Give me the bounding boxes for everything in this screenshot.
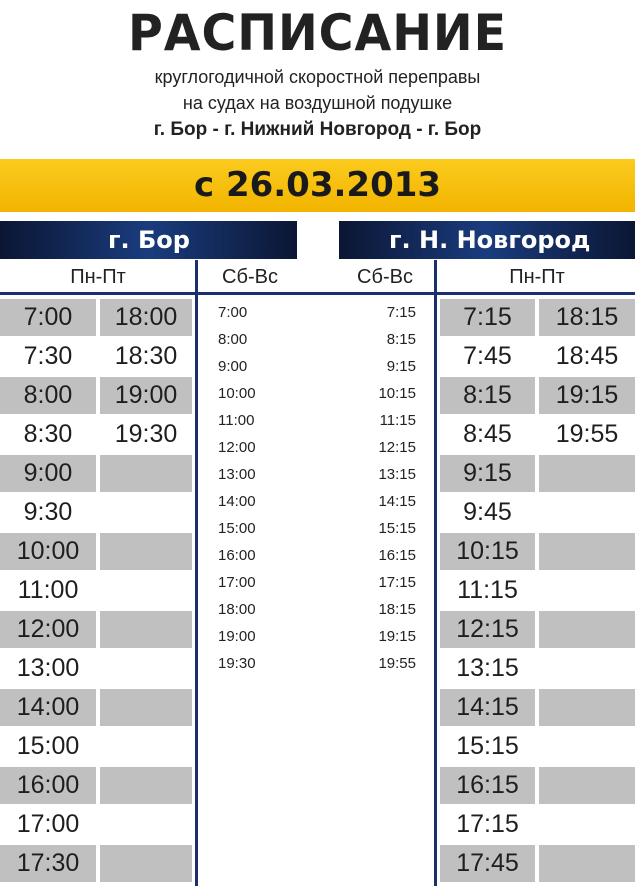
nn-weekend-time: 18:15 xyxy=(378,601,416,618)
bor-weekday-time xyxy=(100,572,192,609)
bor-weekend-time: 18:00 xyxy=(218,601,256,618)
nn-weekday-time: 19:15 xyxy=(539,377,635,414)
bor-weekday-time: 10:00 xyxy=(0,533,96,570)
bor-weekday-time: 15:00 xyxy=(16,732,80,760)
nn-weekday-time xyxy=(539,494,635,531)
bor-weekday-time: 8:00 xyxy=(0,377,96,414)
nn-weekday-time xyxy=(539,455,635,492)
nn-weekend-time: 9:15 xyxy=(386,358,416,375)
nn-weekend-time: 14:15 xyxy=(378,493,416,510)
nn-weekday-time: 9:45 xyxy=(463,498,512,526)
nn-weekday-time: 8:15 xyxy=(440,377,535,414)
nn-weekday-time xyxy=(539,572,635,609)
bor-weekday-time xyxy=(100,650,192,687)
bor-weekend-time: 19:00 xyxy=(218,628,256,645)
nn-weekday-time: 15:15 xyxy=(456,732,519,760)
nn-weekday-time: 14:15 xyxy=(440,689,535,726)
bor-weekend-time: 10:00 xyxy=(218,385,256,402)
route-line: г. Бор - г. Нижний Новгород - г. Бор xyxy=(153,119,482,140)
bor-weekend-time: 13:00 xyxy=(218,466,256,483)
nn-weekend-time: 10:15 xyxy=(378,385,416,402)
bor-weekend-time: 14:00 xyxy=(218,493,256,510)
nn-weekend-label: Сб-Вс xyxy=(357,266,413,288)
nn-weekday-time xyxy=(539,689,635,726)
bor-weekday-time: 13:00 xyxy=(16,654,80,682)
nn-weekday-time xyxy=(539,845,635,882)
bor-weekend-time: 17:00 xyxy=(218,574,256,591)
nn-weekday-time: 18:15 xyxy=(539,299,635,336)
nn-weekday-time: 13:15 xyxy=(456,654,519,682)
bor-weekday-time xyxy=(100,767,192,804)
bor-weekday-time: 16:00 xyxy=(0,767,96,804)
nn-weekday-time: 7:45 xyxy=(463,342,512,370)
bor-weekday-time: 12:00 xyxy=(0,611,96,648)
nn-weekday-time: 7:15 xyxy=(440,299,535,336)
nn-weekday-time xyxy=(539,767,635,804)
nn-weekday-time: 10:15 xyxy=(440,533,535,570)
nn-weekend-time: 17:15 xyxy=(378,574,416,591)
bor-weekday-time: 8:30 xyxy=(23,420,73,448)
nn-weekend-time: 19:15 xyxy=(378,628,416,645)
nn-weekday-label: Пн-Пт xyxy=(509,266,565,288)
effective-date-banner: с 26.03.2013 xyxy=(0,159,635,212)
bor-weekday-time: 18:30 xyxy=(114,342,178,370)
header-nizhny-novgorod-label: г. Н. Новгород xyxy=(389,226,591,254)
header-bor-label: г. Бор xyxy=(108,226,190,254)
bor-weekend-time: 15:00 xyxy=(218,520,256,537)
nn-weekday-time: 17:45 xyxy=(440,845,535,882)
bor-weekend-time: 16:00 xyxy=(218,547,256,564)
nn-weekday-time xyxy=(539,806,635,843)
bor-weekday-time: 9:00 xyxy=(0,455,96,492)
bor-weekday-time: 14:00 xyxy=(0,689,96,726)
page-title: РАСПИСАНИЕ xyxy=(127,4,508,62)
nn-weekday-time xyxy=(539,650,635,687)
bor-weekend-time: 19:30 xyxy=(218,655,256,672)
bor-weekday-time: 19:00 xyxy=(100,377,192,414)
nn-weekday-time: 11:15 xyxy=(457,576,518,604)
bor-weekend-time: 9:00 xyxy=(218,358,248,375)
bor-weekend-time: 12:00 xyxy=(218,439,256,456)
divider-left xyxy=(195,260,198,886)
bor-weekday-time: 17:00 xyxy=(16,810,80,838)
nn-weekday-time: 16:15 xyxy=(440,767,535,804)
nn-weekday-time: 12:15 xyxy=(440,611,535,648)
bor-weekday-time xyxy=(100,533,192,570)
nn-weekend-time: 12:15 xyxy=(378,439,416,456)
bor-weekend-time: 8:00 xyxy=(218,331,248,348)
nn-weekday-time: 8:45 xyxy=(463,420,512,448)
bor-weekday-time: 17:30 xyxy=(0,845,96,882)
nn-weekend-time: 15:15 xyxy=(378,520,416,537)
bor-weekday-label: Пн-Пт xyxy=(70,266,126,288)
nn-weekend-time: 7:15 xyxy=(386,304,416,321)
header-nizhny-novgorod xyxy=(339,221,635,259)
nn-weekday-time: 9:15 xyxy=(440,455,535,492)
bor-weekday-time: 9:30 xyxy=(23,498,73,526)
nn-weekend-time: 19:55 xyxy=(378,655,416,672)
bor-weekday-time xyxy=(100,728,192,765)
bor-weekend-label: Сб-Вс xyxy=(222,266,278,288)
nn-weekday-time: 17:15 xyxy=(456,810,519,838)
bor-weekday-time xyxy=(100,845,192,882)
header-rule xyxy=(0,292,635,295)
bor-weekday-time: 19:30 xyxy=(114,420,178,448)
nn-weekday-time xyxy=(539,728,635,765)
bor-weekday-time xyxy=(100,806,192,843)
bor-weekday-time xyxy=(100,689,192,726)
subtitle-line-2: на судах на воздушной подушке xyxy=(182,93,453,113)
subtitle-line-1: круглогодичной скоростной переправы xyxy=(154,67,481,87)
nn-weekend-time: 11:15 xyxy=(379,412,416,429)
nn-weekday-time xyxy=(539,533,635,570)
nn-weekend-time: 16:15 xyxy=(378,547,416,564)
divider-right xyxy=(434,260,437,886)
bor-weekday-time: 11:00 xyxy=(17,576,79,604)
bor-weekday-time: 18:00 xyxy=(100,299,192,336)
bor-weekday-time xyxy=(100,455,192,492)
nn-weekend-time: 13:15 xyxy=(378,466,416,483)
bor-weekday-time xyxy=(100,611,192,648)
bor-weekend-time: 11:00 xyxy=(218,412,255,429)
nn-weekday-time: 19:55 xyxy=(555,420,619,448)
bor-weekday-time: 7:00 xyxy=(0,299,96,336)
nn-weekend-time: 8:15 xyxy=(386,331,416,348)
bor-weekday-time: 7:30 xyxy=(23,342,73,370)
bor-weekend-time: 7:00 xyxy=(218,304,248,321)
nn-weekday-time: 18:45 xyxy=(555,342,619,370)
bor-weekday-time xyxy=(100,494,192,531)
nn-weekday-time xyxy=(539,611,635,648)
header-bor xyxy=(0,221,297,259)
